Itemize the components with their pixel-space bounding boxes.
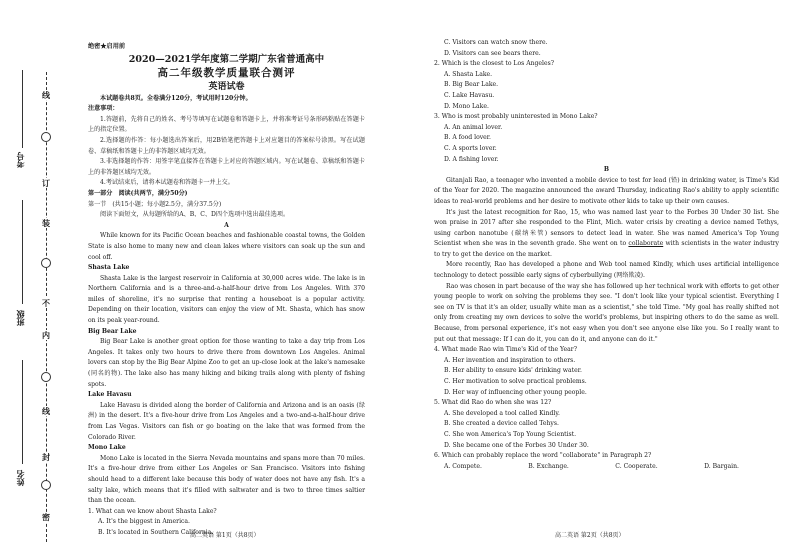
cut-word: 装 xyxy=(42,218,50,228)
passage-a-intro: While known for its Pacific Ocean beaches and fashionable coastal towns, the Golden State is also home to many new and clean lakes where visitors can soak up the sun and cool off. xyxy=(88,232,365,261)
note-item: 3.非选择题的作答：用签字笔直接答在答题卡上对应的答题区域内。写在试题卷、草稿纸和答题卡上的非答题区域均无效。 xyxy=(88,158,365,176)
note-item: 2.选择题的作答：每小题选出答案后，用2B铅笔把答题卡上对应题目的答案标号涂黑。写在试题卷、草稿纸和答题卡上的非答题区域均无效。 xyxy=(88,136,365,155)
part-heading: 第一部分 阅读(共两节，满分50分) xyxy=(88,189,188,197)
question-2: 2. Which is the closest to Los Angeles? xyxy=(434,60,554,68)
exam-subtitle: 高二年级教学质量联合测评 xyxy=(157,66,296,79)
lake-heading: Shasta Lake xyxy=(88,264,130,272)
option: D. Bargain. xyxy=(704,462,739,470)
lake-text: Big Bear Lake is another great option for those wanting to take a day trip from Los Angeles. It takes only two hours to drive there from downtown Los Angeles. Animal lovers can stop by the Big Bear Alpine Zoo to get an up-close look at the lake's namesake (同名的物). The lake also has many hiking and biking trails along with plenty of fishing spots. xyxy=(88,338,365,388)
option: B. Her ability to ensure kids' drinking water. xyxy=(444,367,582,375)
option: A. Her invention and inspiration to others. xyxy=(444,356,576,364)
passage-b-paragraph: Gitanjali Rao, a teenager who invented a mobile device to test for lead (铅) in drinking water, is Time's Kid of the Year for 2020. The magazine announced the award Thursday, indicating Rao's ability to apply scientific ideas to real-world problems and her desire to motivate other kids to take up their own causes. xyxy=(434,176,779,205)
binding-margin xyxy=(0,0,66,551)
exam-number-field[interactable] xyxy=(22,70,23,148)
page-footer-right: 高二英语 第2页（共8页） xyxy=(555,532,625,539)
lake-text: Lake Havasu is divided along the border of California and Arizona and is an oasis (绿洲) in the desert. It's a five-hour drive from Los Angeles and a two-and-a-half-hour drive from Las Vegas. Visitors can fish or go boating on the lake that was formed from the Colorado River. xyxy=(88,401,365,441)
passage-b-paragraph: It's just the latest recognition for Rao, 15, who was named last year to the Forbes 30 Under 30 list. She won praise in 2017 after she responded to the Flint, Mich. water crisis by creating a device named Tethys, using carbon nanotube (碳纳米管) sensors to detect lead in water. She was named America's Top Young Scientist when she was in the seventh grade. She went on to collaborate with scientists in the water industry to try to get the device on the market. xyxy=(434,208,779,258)
lake-text: Mono Lake is located in the Sierra Nevada mountains and spans more than 70 miles. It's a five-hour drive from either Los Angeles or San Francisco. Visitors into fishing should head to a different lake because this body of water does not have any fish. It's a salty lake, which means that it's filled with saltwater and is two to three times saltier than the ocean. xyxy=(88,454,365,505)
note-item: 4.考试结束后，请将本试题卷和答题卡一并上交。 xyxy=(100,179,234,187)
passage-b-paragraph: More recently, Rao has developed a phone and Web tool named Kindly, which uses artificial intelligence technology to detect possible early signs of cyberbullying (网络欺凌). xyxy=(434,261,779,280)
underlined-word: collaborate xyxy=(628,240,664,248)
option-row xyxy=(434,462,779,473)
page-footer-left: 高二英语 第1页（共8页） xyxy=(190,532,260,539)
option: A. It's the biggest in America. xyxy=(98,518,190,526)
option: C. She won America's Top Young Scientist. xyxy=(444,430,577,438)
option: B. Big Bear Lake. xyxy=(444,81,499,89)
class-field[interactable] xyxy=(22,200,23,304)
question-1: 1. What can we know about Shasta Lake? xyxy=(88,507,217,515)
cut-word: 内 xyxy=(42,330,50,340)
cut-word: 不 xyxy=(42,298,50,308)
question-3: 3. Who is most probably uninterested in Mono Lake? xyxy=(434,113,598,121)
question-6: 6. Which can probably replace the word "collaborate" in Paragraph 2? xyxy=(434,452,652,460)
cut-word: 线 xyxy=(42,406,50,416)
section-heading: 第一节 (共15小题；每小题2.5分，满分37.5分) xyxy=(88,200,222,208)
option: B. A food lover. xyxy=(444,134,491,142)
cut-word: 订 xyxy=(42,178,50,188)
option: D. Mono Lake. xyxy=(444,102,489,110)
passage-b-paragraph: Rao was chosen in part because of the way she has followed up her technical work with efforts to get other young people to work on solving the problems they see. "I don't look like your typical scientist. Everything I see on TV is that it's an older, usually white man as a scientist," she told Time. "My goal has really shifted not only from creating my own devices to solve the world's problems, but inspiring others to do the same as well. Because, from personal experience, it's not easy when you don't see anyone else like you. So I really want to put out that message: If I can do it, you can do it, and anyone can do it." xyxy=(434,282,779,343)
cut-word: 密 xyxy=(42,512,50,522)
passage-b-letter: B xyxy=(603,166,610,174)
option: D. A fishing lover. xyxy=(444,155,499,163)
option: B. It's located in Southern California. xyxy=(98,528,214,536)
binding-ring xyxy=(41,258,51,268)
lake-heading: Lake Havasu xyxy=(88,391,132,399)
option: A. An animal lover. xyxy=(444,123,503,131)
exam-intro: 本试题卷共8页。全卷满分120分，考试用时120分钟。 xyxy=(100,94,252,102)
option: C. Cooperate. xyxy=(615,462,658,470)
option: D. Visitors can see bears there. xyxy=(444,49,541,57)
label-name: 姓名 xyxy=(15,470,25,486)
secret-label: 绝密★启用前 xyxy=(88,43,126,50)
subject-title: 英语试卷 xyxy=(208,81,245,92)
option: D. She became one of the Forbes 30 Under 30. xyxy=(444,441,589,449)
option: C. Visitors can watch snow there. xyxy=(444,39,548,46)
lake-text: Shasta Lake is the largest reservoir in California at 30,000 acres wide. The lake is in Northern California and is a three-and-a-half-hour drive from Los Angeles. With 370 miles of shoreline, it's no surprise that renting a houseboat is a popular activity. Depending on their location, visitors can enjoy the view of Mt. Shasta, which has snow on its peak year-round. xyxy=(88,274,365,325)
lake-heading: Mono Lake xyxy=(88,444,126,452)
binding-ring xyxy=(41,132,51,142)
option: B. She created a device called Tehys. xyxy=(444,420,559,428)
option: C. Lake Havasu. xyxy=(444,91,495,99)
cut-word: 封 xyxy=(42,452,50,462)
option: D. Her way of influencing other young people. xyxy=(444,388,587,396)
option: C. Her motivation to solve practical problems. xyxy=(444,378,587,385)
binding-ring xyxy=(41,372,51,382)
question-4: 4. What made Rao win Time's Kid of the Year? xyxy=(434,346,577,354)
label-class: 班级 xyxy=(15,310,25,326)
option: A. Compete. xyxy=(444,462,482,470)
binding-ring xyxy=(41,480,51,490)
note-item: 1.答题前，先将自己的姓名、考号等填写在试题卷和答题卡上，并将准考证号条形码粘贴在答题卡上的指定位置。 xyxy=(88,115,365,134)
option: A. She developed a tool called Kindly. xyxy=(444,409,560,417)
lake-heading: Big Bear Lake xyxy=(88,327,137,335)
notes-title: 注意事项： xyxy=(88,105,119,113)
question-5: 5. What did Rao do when she was 12? xyxy=(434,399,552,407)
instruction: 阅读下面短文，从每题所给的A、B、C、D四个选项中选出最佳选项。 xyxy=(100,211,290,219)
option: C. A sports lover. xyxy=(444,144,497,152)
label-exam-number: 考号 xyxy=(15,152,25,168)
option: A. Shasta Lake. xyxy=(444,70,493,78)
name-field[interactable] xyxy=(22,360,23,464)
option: B. Exchange. xyxy=(528,462,569,470)
page-1-column xyxy=(88,42,365,539)
page-2-column xyxy=(434,38,779,472)
passage-a-letter: A xyxy=(224,221,229,229)
cut-word: 线 xyxy=(42,90,50,100)
exam-title: 2020—2021学年度第二学期广东省普通高中 xyxy=(128,53,325,65)
